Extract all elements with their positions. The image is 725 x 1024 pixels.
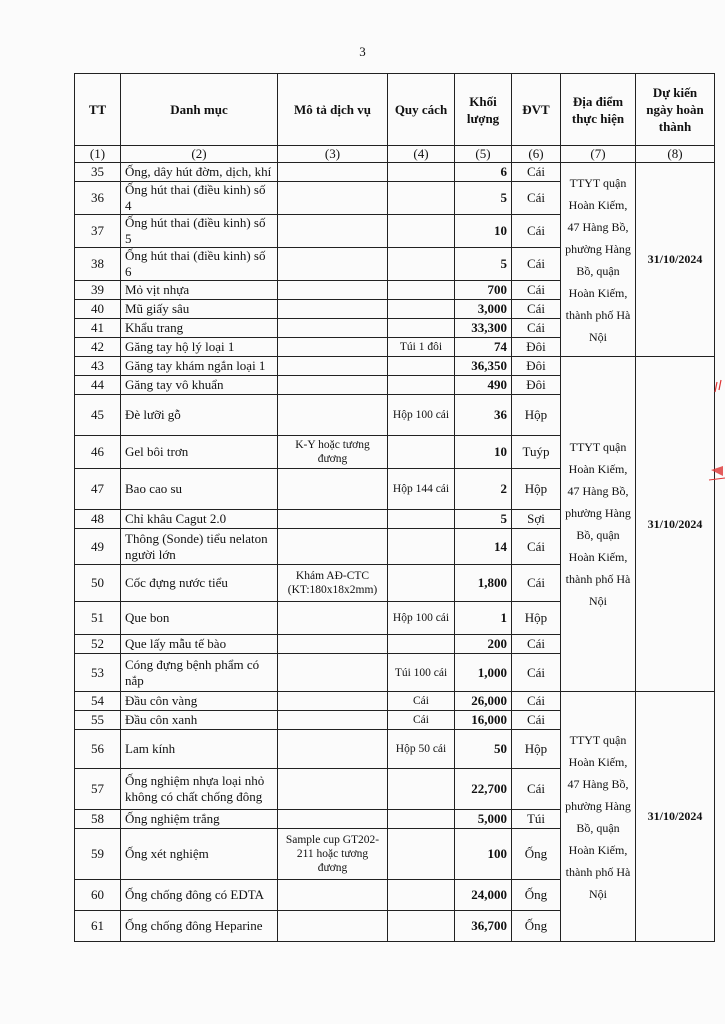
row-number: 41 [75, 319, 121, 338]
specification [388, 635, 455, 654]
unit: Cái [512, 248, 561, 281]
quantity: 22,700 [455, 769, 512, 810]
item-name: Cốc đựng nước tiểu [121, 565, 278, 602]
unit: Tuýp [512, 436, 561, 469]
page-number: 3 [359, 44, 366, 59]
quantity: 50 [455, 730, 512, 769]
col-number: (1) [75, 146, 121, 163]
quantity: 36,700 [455, 911, 512, 942]
unit: Cái [512, 163, 561, 182]
quantity: 10 [455, 215, 512, 248]
unit: Cái [512, 769, 561, 810]
item-name: Ống chống đông có EDTA [121, 880, 278, 911]
row-number: 57 [75, 769, 121, 810]
row-number: 56 [75, 730, 121, 769]
quantity: 5 [455, 510, 512, 529]
item-name: Mỏ vịt nhựa [121, 281, 278, 300]
unit: Cái [512, 565, 561, 602]
service-description [278, 880, 388, 911]
specification [388, 300, 455, 319]
service-description [278, 357, 388, 376]
item-name: Que lấy mẫu tế bào [121, 635, 278, 654]
item-name: Ống nghiệm trắng [121, 810, 278, 829]
service-description [278, 319, 388, 338]
item-name: Đầu côn xanh [121, 711, 278, 730]
row-number: 46 [75, 436, 121, 469]
row-number: 60 [75, 880, 121, 911]
unit: Cái [512, 692, 561, 711]
row-number: 54 [75, 692, 121, 711]
specification [388, 769, 455, 810]
location-cell: TTYT quận Hoàn Kiếm, 47 Hàng Bồ, phường Hàng Bồ, quận Hoàn Kiếm, thành phố Hà Nội [561, 357, 636, 692]
quantity: 5 [455, 182, 512, 215]
table-row [75, 163, 715, 182]
specification: Hộp 144 cái [388, 469, 455, 510]
col-number: (3) [278, 146, 388, 163]
unit: Sợi [512, 510, 561, 529]
specification [388, 281, 455, 300]
service-description [278, 692, 388, 711]
item-name: Đầu côn vàng [121, 692, 278, 711]
quantity: 200 [455, 635, 512, 654]
quantity: 26,000 [455, 692, 512, 711]
header-tt: TT [75, 74, 121, 146]
header-dia-diem: Địa điểm thực hiện [561, 74, 636, 146]
service-description [278, 602, 388, 635]
item-name: Cóng đựng bệnh phẩm có nắp [121, 654, 278, 692]
service-description [278, 810, 388, 829]
item-name: Đè lưỡi gỗ [121, 395, 278, 436]
service-description [278, 215, 388, 248]
header-khoi-luong: Khối lượng [455, 74, 512, 146]
specification [388, 163, 455, 182]
row-number: 48 [75, 510, 121, 529]
item-name: Chỉ khâu Cagut 2.0 [121, 510, 278, 529]
service-description [278, 711, 388, 730]
unit: Cái [512, 215, 561, 248]
unit: Hộp [512, 469, 561, 510]
specification: Túi 1 đôi [388, 338, 455, 357]
row-number: 35 [75, 163, 121, 182]
specification [388, 357, 455, 376]
service-description: K-Y hoặc tương đương [278, 436, 388, 469]
col-number: (5) [455, 146, 512, 163]
unit: Đôi [512, 357, 561, 376]
header-du-kien: Dự kiến ngày hoàn thành [636, 74, 715, 146]
quantity: 3,000 [455, 300, 512, 319]
row-number: 44 [75, 376, 121, 395]
service-description [278, 730, 388, 769]
item-name: Khẩu trang [121, 319, 278, 338]
item-name: Lam kính [121, 730, 278, 769]
specification [388, 829, 455, 880]
service-description [278, 911, 388, 942]
specification [388, 510, 455, 529]
service-description [278, 635, 388, 654]
specification [388, 810, 455, 829]
header-quy-cach: Quy cách [388, 74, 455, 146]
specification [388, 215, 455, 248]
specification [388, 182, 455, 215]
item-name: Ống, dây hút đờm, dịch, khí [121, 163, 278, 182]
quantity: 1 [455, 602, 512, 635]
specification [388, 319, 455, 338]
service-description [278, 338, 388, 357]
item-name: Mũ giấy sâu [121, 300, 278, 319]
service-description [278, 281, 388, 300]
service-description [278, 163, 388, 182]
unit: Ống [512, 829, 561, 880]
unit: Ống [512, 880, 561, 911]
service-description: Sample cup GT202-211 hoặc tương đương [278, 829, 388, 880]
quantity: 33,300 [455, 319, 512, 338]
item-name: Ống hút thai (điều kinh) số 5 [121, 215, 278, 248]
specification [388, 376, 455, 395]
item-name: Ống hút thai (điều kinh) số 6 [121, 248, 278, 281]
item-name: Ống chống đông Heparine [121, 911, 278, 942]
item-name: Găng tay vô khuẩn [121, 376, 278, 395]
unit: Cái [512, 654, 561, 692]
unit: Ống [512, 911, 561, 942]
row-number: 58 [75, 810, 121, 829]
quantity: 74 [455, 338, 512, 357]
quantity: 5,000 [455, 810, 512, 829]
location-cell: TTYT quận Hoàn Kiếm, 47 Hàng Bồ, phường Hàng Bồ, quận Hoàn Kiếm, thành phố Hà Nội [561, 163, 636, 357]
row-number: 55 [75, 711, 121, 730]
unit: Hộp [512, 395, 561, 436]
quantity: 10 [455, 436, 512, 469]
specification [388, 911, 455, 942]
specification [388, 436, 455, 469]
item-name: Ống hút thai (điều kinh) số 4 [121, 182, 278, 215]
row-number: 51 [75, 602, 121, 635]
unit: Cái [512, 281, 561, 300]
unit: Cái [512, 300, 561, 319]
header-danh-muc: Danh mục [121, 74, 278, 146]
col-number: (8) [636, 146, 715, 163]
item-name: Ống nghiệm nhựa loại nhỏ không có chất chống đông [121, 769, 278, 810]
specification: Túi 100 cái [388, 654, 455, 692]
col-number: (2) [121, 146, 278, 163]
row-number: 50 [75, 565, 121, 602]
quantity: 24,000 [455, 880, 512, 911]
item-name: Ống xét nghiệm [121, 829, 278, 880]
specification: Hộp 100 cái [388, 395, 455, 436]
table-body [75, 163, 715, 942]
due-date-cell: 31/10/2024 [636, 163, 715, 357]
service-description [278, 376, 388, 395]
quantity: 2 [455, 469, 512, 510]
quantity: 1,800 [455, 565, 512, 602]
quantity: 16,000 [455, 711, 512, 730]
due-date-cell: 31/10/2024 [636, 357, 715, 692]
table-row [75, 357, 715, 376]
unit: Cái [512, 635, 561, 654]
row-number: 47 [75, 469, 121, 510]
service-description [278, 469, 388, 510]
quantity: 1,000 [455, 654, 512, 692]
row-number: 49 [75, 529, 121, 565]
due-date-cell: 31/10/2024 [636, 692, 715, 942]
quantity: 700 [455, 281, 512, 300]
specification [388, 248, 455, 281]
row-number: 42 [75, 338, 121, 357]
col-number: (4) [388, 146, 455, 163]
row-number: 45 [75, 395, 121, 436]
row-number: 36 [75, 182, 121, 215]
quantity: 5 [455, 248, 512, 281]
row-number: 59 [75, 829, 121, 880]
unit: Cái [512, 319, 561, 338]
specification: Hộp 50 cái [388, 730, 455, 769]
col-number: (6) [512, 146, 561, 163]
unit: Cái [512, 529, 561, 565]
specification [388, 529, 455, 565]
unit: Cái [512, 182, 561, 215]
specification: Hộp 100 cái [388, 602, 455, 635]
quantity: 100 [455, 829, 512, 880]
item-name: Thông (Sonde) tiểu nelaton người lớn [121, 529, 278, 565]
unit: Hộp [512, 730, 561, 769]
column-number-row [75, 146, 715, 163]
row-number: 43 [75, 357, 121, 376]
service-description [278, 182, 388, 215]
item-name: Bao cao su [121, 469, 278, 510]
unit: Cái [512, 711, 561, 730]
row-number: 53 [75, 654, 121, 692]
location-cell: TTYT quận Hoàn Kiếm, 47 Hàng Bồ, phường Hàng Bồ, quận Hoàn Kiếm, thành phố Hà Nội [561, 692, 636, 942]
item-name: Que bon [121, 602, 278, 635]
table-row [75, 692, 715, 711]
row-number: 37 [75, 215, 121, 248]
quantity: 6 [455, 163, 512, 182]
unit: Đôi [512, 338, 561, 357]
item-name: Gel bôi trơn [121, 436, 278, 469]
service-description [278, 510, 388, 529]
unit: Hộp [512, 602, 561, 635]
red-stamp-fragment [703, 370, 725, 500]
specification: Cái [388, 692, 455, 711]
header-row [75, 74, 715, 146]
header-mo-ta: Mô tả dịch vụ [278, 74, 388, 146]
row-number: 52 [75, 635, 121, 654]
item-name: Găng tay khám ngắn loại 1 [121, 357, 278, 376]
row-number: 61 [75, 911, 121, 942]
service-description [278, 769, 388, 810]
unit: Đôi [512, 376, 561, 395]
specification: Cái [388, 711, 455, 730]
service-description [278, 248, 388, 281]
specification [388, 565, 455, 602]
service-description [278, 395, 388, 436]
row-number: 39 [75, 281, 121, 300]
header-dvt: ĐVT [512, 74, 561, 146]
row-number: 38 [75, 248, 121, 281]
service-description [278, 529, 388, 565]
col-number: (7) [561, 146, 636, 163]
unit: Túi [512, 810, 561, 829]
service-description: Khám AĐ-CTC (KT:180x18x2mm) [278, 565, 388, 602]
quantity: 36 [455, 395, 512, 436]
supply-table [74, 73, 715, 942]
row-number: 40 [75, 300, 121, 319]
item-name: Găng tay hộ lý loại 1 [121, 338, 278, 357]
quantity: 490 [455, 376, 512, 395]
quantity: 36,350 [455, 357, 512, 376]
specification [388, 880, 455, 911]
service-description [278, 300, 388, 319]
quantity: 14 [455, 529, 512, 565]
service-description [278, 654, 388, 692]
